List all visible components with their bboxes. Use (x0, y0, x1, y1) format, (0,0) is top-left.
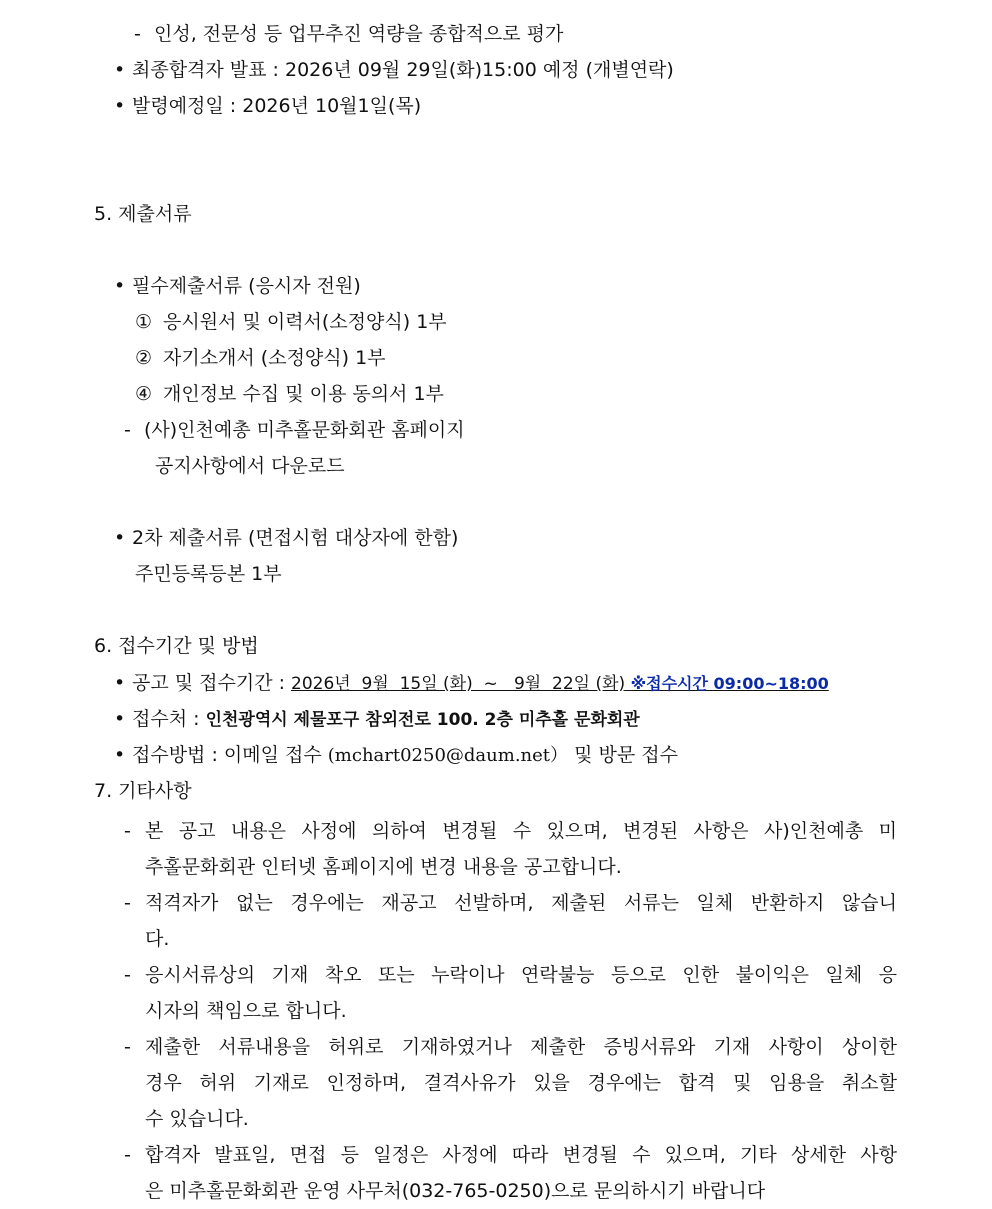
note-line: 합격자 발표일, 면접 등 일정은 사정에 따라 변경될 수 있으며, 기타 상세한 사항 (145, 1144, 897, 1166)
dash-marker: - (134, 23, 141, 45)
note-1 (145, 813, 897, 885)
bullet-icon: • (114, 527, 126, 549)
item-text: 응시원서 및 이력서(소정양식) 1부 (163, 311, 447, 333)
note-line: 응시서류상의 기재 착오 또는 누락이나 연락불능 등으로 인한 불이익은 일체 응 (145, 964, 897, 986)
final-announce-line (114, 57, 674, 83)
method-label: 접수방법 : 이메일 접수 (132, 744, 322, 766)
dash-marker: - (124, 892, 131, 914)
appoint-date-line (114, 93, 421, 119)
note-line: 제출한 서류내용을 허위로 기재하였거나 제출한 증빙서류와 기재 사항이 상이한 (145, 1036, 897, 1058)
section6-heading: 6. 접수기간 및 방법 (94, 635, 259, 657)
note-line: 수 있습니다. (145, 1108, 249, 1130)
note-2 (145, 885, 897, 957)
section5-heading: 5. 제출서류 (94, 203, 192, 225)
second-docs-text: 2차 제출서류 (면접시험 대상자에 한함) (132, 527, 459, 549)
place-value: 인천광역시 제물포구 참외전로 100. 2층 미추홀 문화회관 (205, 710, 640, 730)
item-text: 개인정보 수집 및 이용 동의서 1부 (163, 383, 444, 405)
dash-marker: - (124, 1036, 131, 1058)
method-tail: 및 방문 접수 (574, 744, 678, 766)
required-item-2 (135, 345, 386, 371)
item-number: ④ (135, 383, 153, 405)
method-email: (mchart0250@daum.net） (327, 745, 569, 766)
bullet-icon: • (114, 59, 126, 81)
item-text: 자기소개서 (소정양식) 1부 (163, 347, 386, 369)
bullet-icon: • (114, 275, 126, 297)
eval-line (134, 21, 563, 47)
eval-text: 인성, 전문성 등 업무추진 역량을 종합적으로 평가 (154, 23, 564, 45)
note-line: 경우 허위 기재로 인정하며, 결격사유가 있을 경우에는 합격 및 임용을 취소할 (145, 1072, 897, 1094)
second-docs-item: 주민등록등본 1부 (135, 563, 282, 585)
required-item-3 (135, 381, 444, 407)
note-line: 은 미추홀문화회관 운영 사무처(032-765-0250)으로 문의하시기 바랍니다 (145, 1180, 766, 1202)
item-number: ② (135, 347, 153, 369)
note-5 (145, 1137, 897, 1209)
final-announce-text: 최종합격자 발표 : 2026년 09월 29일(화)15:00 예정 (개별연락) (132, 59, 674, 81)
download-line-1 (124, 417, 465, 443)
period-label: 공고 및 접수기간 : (132, 672, 285, 694)
note-line: 다. (145, 928, 170, 950)
required-docs-title (114, 273, 361, 299)
period-dates: 2026년 9월 15일 (화) ~ 9월 22일 (화) (291, 674, 626, 694)
section7-heading: 7. 기타사항 (94, 780, 192, 802)
place-line (114, 706, 640, 733)
dash-marker: - (124, 419, 131, 441)
item-number: ① (135, 311, 153, 333)
method-line (114, 742, 678, 769)
note-line: 본 공고 내용은 사정에 의하여 변경될 수 있으며, 변경된 사항은 사)인천예총 미 (145, 820, 897, 842)
note-line: 추홀문화회관 인터넷 홈페이지에 변경 내용을 공고합니다. (145, 856, 622, 878)
period-value (291, 674, 829, 694)
bullet-icon: • (114, 95, 126, 117)
note-3 (145, 957, 897, 1029)
download-text-1: (사)인천예총 미추홀문화회관 홈페이지 (144, 419, 465, 441)
period-note: ※접수시간 09:00~18:00 (630, 674, 829, 693)
appoint-date-text: 발령예정일 : 2026년 10월1일(목) (132, 95, 422, 117)
period-line (114, 670, 829, 697)
place-label: 접수처 : (132, 708, 200, 730)
bullet-icon: • (114, 744, 126, 766)
download-line-2: 공지사항에서 다운로드 (155, 455, 345, 477)
required-item-1 (135, 309, 447, 335)
note-4 (145, 1029, 897, 1137)
note-line: 시자의 책임으로 합니다. (145, 1000, 347, 1022)
bullet-icon: • (114, 708, 126, 730)
second-docs-title (114, 525, 458, 551)
dash-marker: - (124, 964, 131, 986)
dash-marker: - (124, 1144, 131, 1166)
required-docs-text: 필수제출서류 (응시자 전원) (132, 275, 361, 297)
note-line: 적격자가 없는 경우에는 재공고 선발하며, 제출된 서류는 일체 반환하지 않습니 (145, 892, 897, 914)
dash-marker: - (124, 820, 131, 842)
bullet-icon: • (114, 672, 126, 694)
